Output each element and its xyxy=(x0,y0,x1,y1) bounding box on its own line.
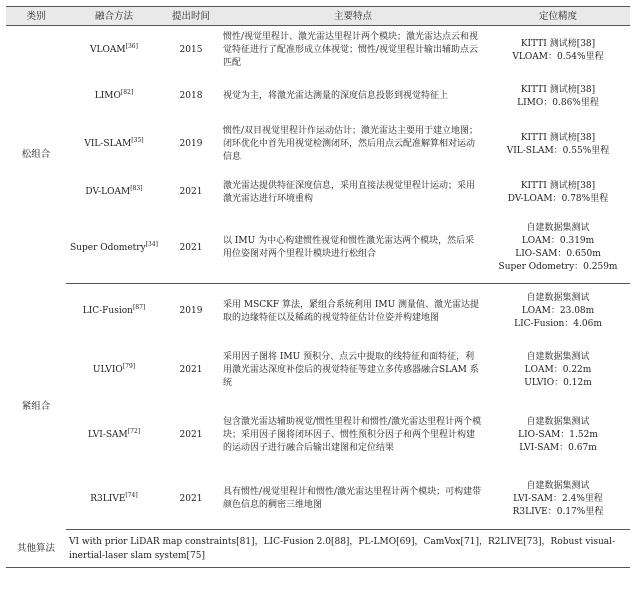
group-label-other: 其他算法 xyxy=(6,530,66,568)
header-accuracy: 定位精度 xyxy=(486,7,630,26)
accuracy-cell: KITTI 测试榜[38] VIL-SLAM：0.55%里程 xyxy=(506,132,610,156)
header-method: 融合方法 xyxy=(66,7,162,26)
accuracy-cell: KITTI 测试榜[38] VLOAM：0.54%里程 xyxy=(512,38,604,62)
features-cell: 以 IMU 为中心构建惯性视觉和惯性激光雷达两个模块，然后采用位姿图对两个里程计模块进行松组合 xyxy=(220,214,486,284)
accuracy-cell: 自建数据集测试 LOAM：0.22m ULVIO：0.12m xyxy=(524,352,592,388)
group-label-loose: 松组合 xyxy=(21,149,51,161)
method-cell: VLOAM[36] xyxy=(90,43,138,56)
table-row xyxy=(6,172,630,214)
table-row xyxy=(6,402,630,470)
table-row xyxy=(6,214,630,284)
table-row xyxy=(6,470,630,530)
accuracy-cell: 自建数据集测试 LOAM：0.319m LIO-SAM：0.650m Super Odometry：0.259m xyxy=(486,214,630,284)
group-label-tight: 紧组合 xyxy=(21,401,51,412)
accuracy-cell: 自建数据集测试 LOAM：23.08m LIC-Fusion：4.06m xyxy=(514,293,602,330)
year-cell: 2021 xyxy=(162,470,220,530)
header-row xyxy=(6,7,630,26)
fusion-methods-table xyxy=(6,6,630,568)
features-cell: 采用 MSCKF 算法，紧组合系统利用 IMU 测量值、激光雷达提取的边缘特征以及稀疏的视觉特征估计位姿并构建地图 xyxy=(223,299,480,323)
year-cell: 2018 xyxy=(179,91,203,101)
year-cell: 2019 xyxy=(179,306,203,317)
year-cell: 2015 xyxy=(179,45,203,56)
header-category: 类别 xyxy=(6,7,66,26)
features-cell: 激光雷达提供特征深度信息，采用直接法视觉里程计运动；采用激光雷达进行环境重构 xyxy=(223,180,476,204)
accuracy-cell: KITTI 测试榜[38] LIMO：0.86%里程 xyxy=(517,84,599,108)
table-row xyxy=(6,118,630,172)
year-cell: 2021 xyxy=(179,365,203,375)
accuracy-cell: 自建数据集测试 LVI-SAM：2.4%里程 R3LIVE：0.17%里程 xyxy=(486,470,630,530)
features-cell: 惯性/双目视觉里程计作运动估计；激光雷达主要用于建立地图；闭环优化中首先用视觉检测闭环，然后用点云配准解算相对运动信息 xyxy=(223,126,479,162)
method-cell: Super Odometry[34] xyxy=(66,214,162,284)
table-row xyxy=(6,76,630,118)
table-row xyxy=(6,530,630,568)
features-cell: 具有惯性/视觉里程计和惯性/激光雷达里程计两个模块；可构建带颜色信息的稠密三维地图 xyxy=(220,470,486,530)
table-row xyxy=(6,284,630,340)
year-cell: 2021 xyxy=(179,187,203,197)
other-algorithms-list: VI with prior LiDAR map constraints[81]，LIC-Fusion 2.0[88]，PL-LMO[69]，CamVox[71]，R2LIVE[73]，Robust visual-inertial-laser slam system[75] xyxy=(66,530,630,568)
table-row xyxy=(6,340,630,402)
header-year: 提出时间 xyxy=(162,7,220,26)
features-cell: 视觉为主，将激光雷达测量的深度信息投影到视觉特征上 xyxy=(223,91,449,101)
features-cell: 包含激光雷达辅助视觉/惯性里程计和惯性/激光雷达里程计两个模块；采用因子图将闭环因子、惯性预积分因子和两个里程计构建的运动因子进行融合后输出建图和定位结果 xyxy=(223,417,482,453)
method-cell: LIMO[82] xyxy=(94,89,134,101)
table-row xyxy=(6,26,630,76)
year-cell: 2021 xyxy=(162,214,220,284)
year-cell: 2019 xyxy=(179,139,203,149)
header-features: 主要特点 xyxy=(220,7,486,26)
year-cell: 2021 xyxy=(179,430,203,440)
features-cell: 采用因子图将 IMU 预积分、点云中提取的线特征和面特征，利用激光雷达深度补偿后的视觉特征等建立多传感器融合SLAM 系统 xyxy=(223,352,479,388)
features-cell: 惯性/视觉里程计、激光雷达里程计两个模块；激光雷达点云和视觉特征进行了配准形成立体视觉；惯性/视觉里程计输出辅助点云匹配 xyxy=(223,32,479,69)
method-cell: LVI-SAM[72] xyxy=(87,428,141,440)
method-cell: R3LIVE[74] xyxy=(66,470,162,530)
method-cell: ULVIO[79] xyxy=(92,363,136,375)
method-cell: VIL-SLAM[35] xyxy=(84,137,144,149)
method-cell: DV-LOAM[83] xyxy=(85,185,143,197)
accuracy-cell: KITTI 测试榜[38] DV-LOAM：0.78%里程 xyxy=(507,180,609,204)
method-cell: LIC-Fusion[87] xyxy=(82,304,146,317)
accuracy-cell: 自建数据集测试 LIO-SAM：1.52m LVI-SAM：0.67m xyxy=(518,417,598,453)
